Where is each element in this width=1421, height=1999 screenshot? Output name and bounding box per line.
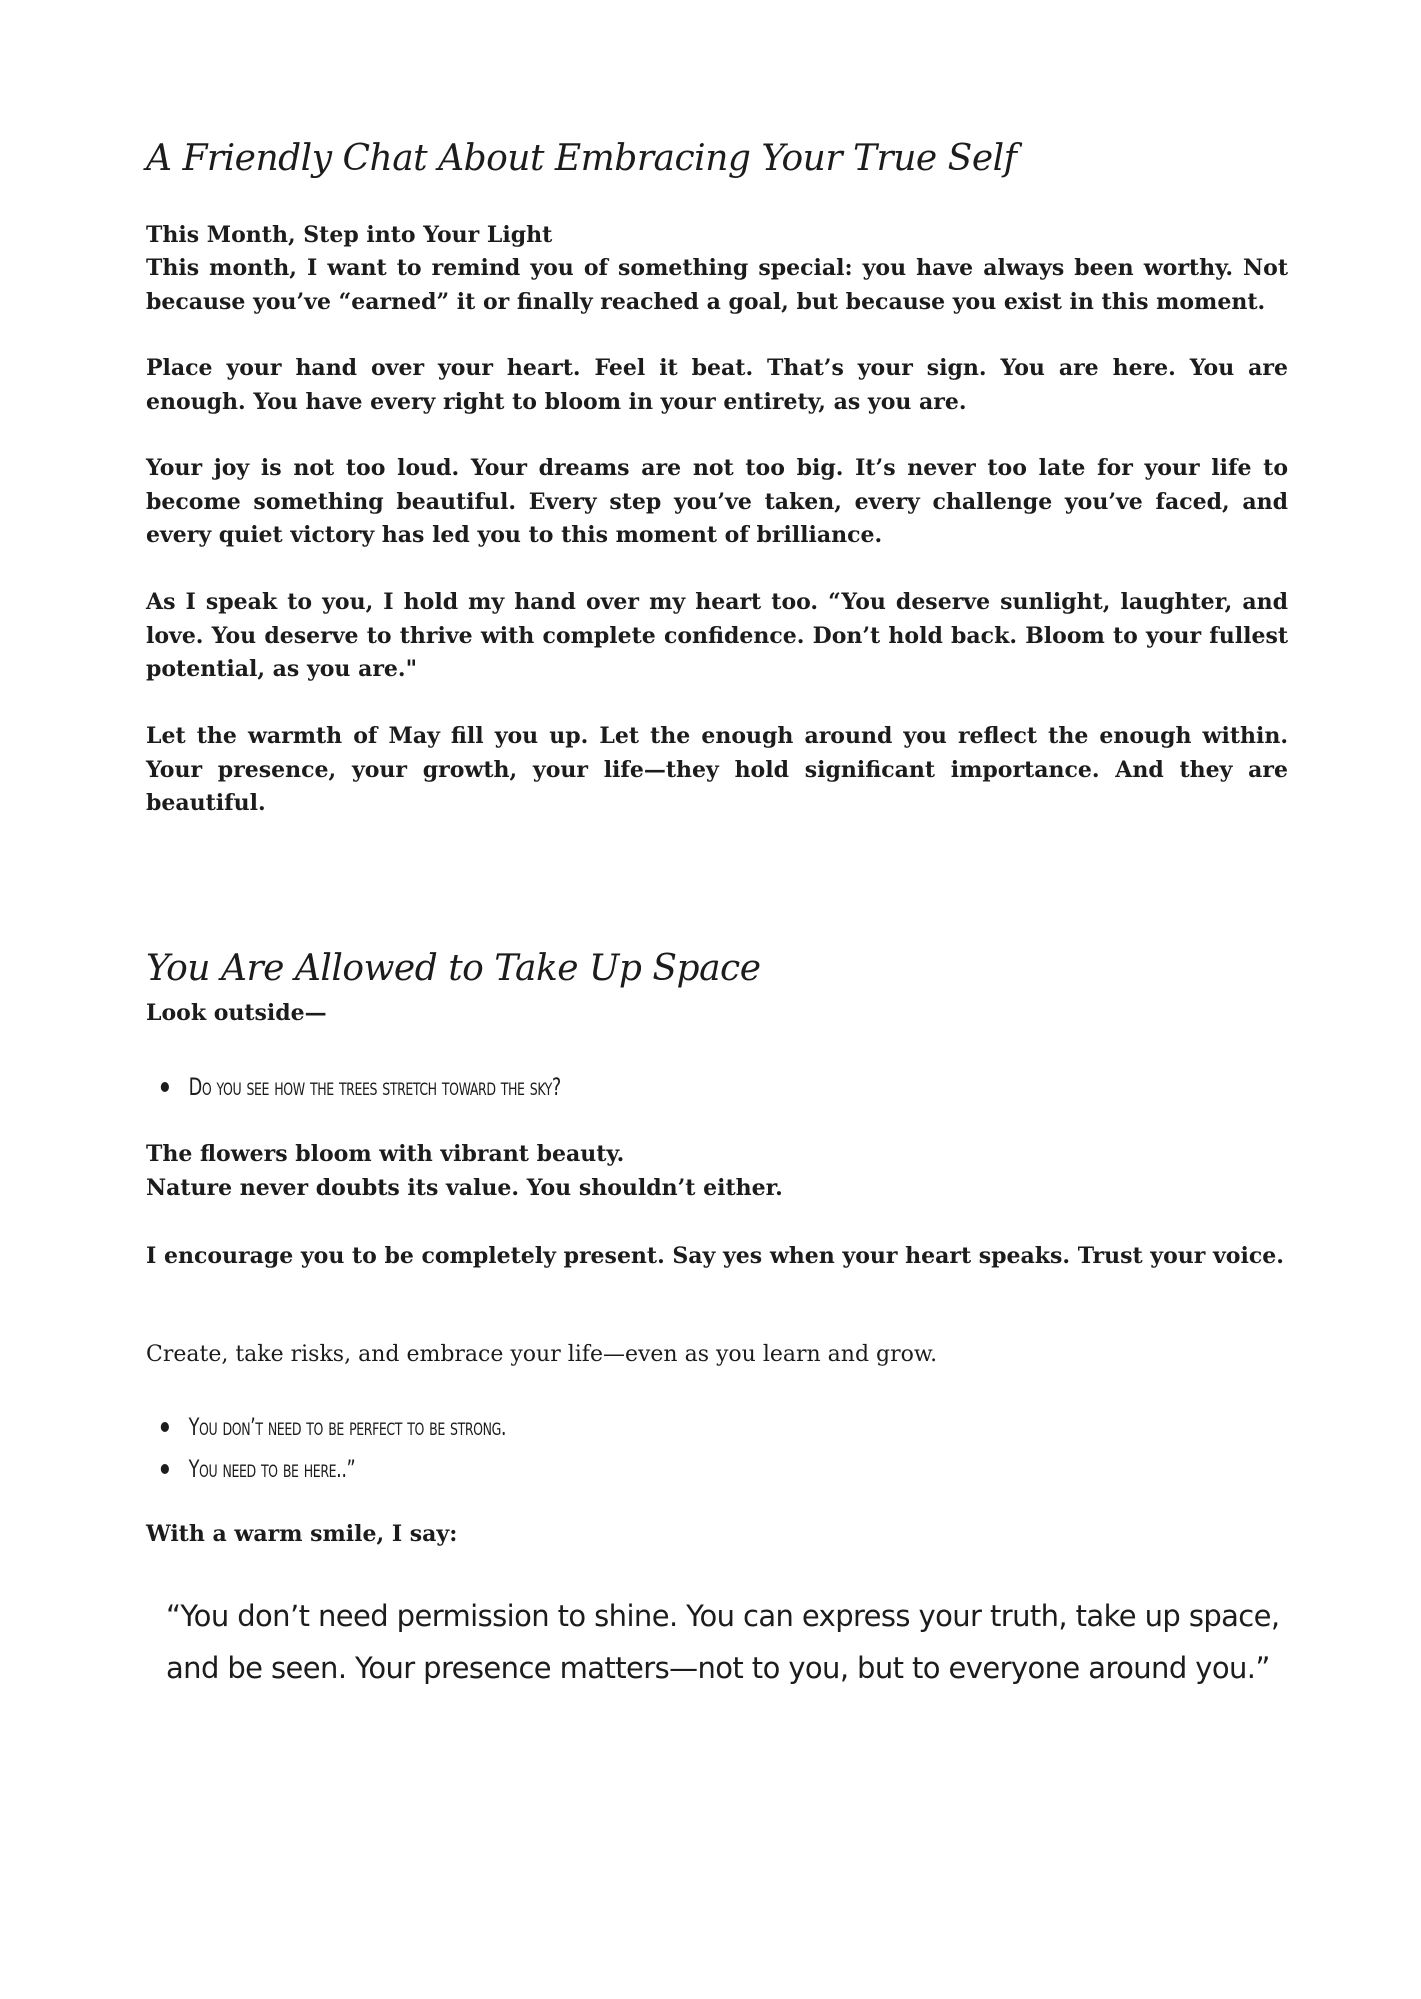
- bullet-icon: [161, 1082, 169, 1092]
- section-title-embracing-true-self: A Friendly Chat About Embracing Your True Self: [146, 138, 1017, 179]
- bullet-list-strong: [146, 1406, 1288, 1490]
- list-item: [146, 1448, 1173, 1490]
- flowers-line: The flowers bloom with vibrant beauty.: [146, 1141, 625, 1167]
- paragraph-hand-over-heart: Place your hand over your heart. Feel it beat. That’s your sign. You are here. You are enough. You have every right to bloom in your entirety, as you are.: [146, 355, 1288, 415]
- paragraph-warmth-of-may: Let the warmth of May fill you up. Let the enough around you reflect the enough within. Your presence, your growth, your life—they hold significant importance. And they are beautiful.: [146, 723, 1288, 816]
- section-title-take-up-space: You Are Allowed to Take Up Space: [146, 948, 761, 989]
- list-item-text: You need to be here..”: [188, 1455, 356, 1483]
- paragraph-create: Create, take risks, and embrace your life—even as you learn and grow.: [146, 1342, 938, 1367]
- bullet-list-trees: [146, 1066, 1288, 1108]
- list-item: [146, 1066, 1173, 1108]
- list-item: [146, 1406, 1173, 1448]
- paragraph-your-joy: Your joy is not too loud. Your dreams are not too big. It’s never too late for your life to become something beautiful. Every step you’ve taken, every challenge you’ve faced, and every quiet victory has led you to this moment of brilliance.: [146, 455, 1288, 548]
- list-item-text: Do you see how the trees stretch toward the sky?: [188, 1073, 561, 1101]
- list-item-text: You don’t need to be perfect to be strong.: [188, 1413, 507, 1441]
- paragraph-flowers: [146, 1138, 1288, 1205]
- nature-line: Nature never doubts its value. You shouldn’t either.: [146, 1174, 783, 1201]
- paragraph-worthy: This month, I want to remind you of something special: you have always been worthy. Not because you’ve “earned” it or finally reached a goal, but because you exist in this moment.: [146, 255, 1288, 315]
- bullet-icon: [161, 1464, 169, 1474]
- paragraph-encourage: I encourage you to be completely present. Say yes when your heart speaks. Trust your voice.: [146, 1243, 1284, 1269]
- bullet-icon: [161, 1422, 169, 1432]
- quote-text: “You don’t need permission to shine. You can express your truth, take up space, and be seen. Your presence matters—not to you, but to everyone around you.”: [166, 1599, 1280, 1685]
- warm-smile-line: With a warm smile, I say:: [146, 1521, 458, 1547]
- paragraph-as-i-speak: As I speak to you, I hold my hand over my heart too. “You deserve sunlight, laughter, and love. You deserve to thrive with complete confidence. Don’t hold back. Bloom to your fullest potential, as you are.": [146, 589, 1288, 682]
- intro-heading: This Month, Step into Your Light: [146, 222, 553, 248]
- look-outside-line: Look outside—: [146, 1000, 327, 1026]
- closing-quote: [166, 1590, 1296, 1694]
